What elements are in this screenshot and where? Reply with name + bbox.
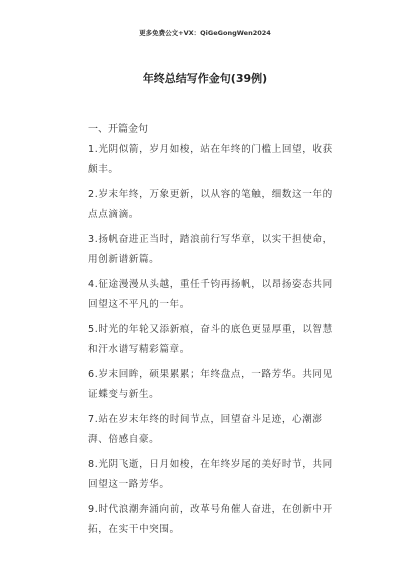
- paragraph: 8.光阴飞逝，日月如梭，在年终岁尾的美好时节，共同回望这一路芳华。: [88, 459, 333, 490]
- paragraph: 4.征途漫漫从头越，重任千钧再扬帆，以昂扬姿态共同回望这不平凡的一年。: [88, 279, 333, 310]
- paragraph: 9.时代浪潮奔涌向前，改革号角催人奋进，在创新中开拓，在实干中突围。: [88, 504, 333, 535]
- paragraph: 6.岁末回眸，硕果累累；年终盘点，一路芳华。共同见证蝶变与新生。: [88, 369, 333, 400]
- section-heading: 一、开篇金句: [88, 124, 148, 135]
- document-title: 年终总结写作金句(39例): [142, 72, 268, 85]
- paragraph: 5.时光的年轮又添新痕，奋斗的底色更显厚重，以智慧和汗水谱写精彩篇章。: [88, 324, 333, 355]
- paragraph: 2.岁末年终，万象更新，以从容的笔触，细数这一年的点点滴滴。: [88, 189, 333, 220]
- paragraph: 7.站在岁末年终的时间节点，回望奋斗足迹，心潮澎湃、倍感自豪。: [88, 414, 323, 445]
- paragraph: 1.光阴似箭，岁月如梭，站在年终的门槛上回望，收获颇丰。: [88, 144, 333, 175]
- paragraph-list: [88, 140, 338, 545]
- paragraph: 3.扬帆奋进正当时，踏浪前行写华章，以实干担使命，用创新谱新篇。: [88, 234, 333, 265]
- header-note: 更多免费公文+VX：QiGeGongWen2024: [139, 29, 271, 37]
